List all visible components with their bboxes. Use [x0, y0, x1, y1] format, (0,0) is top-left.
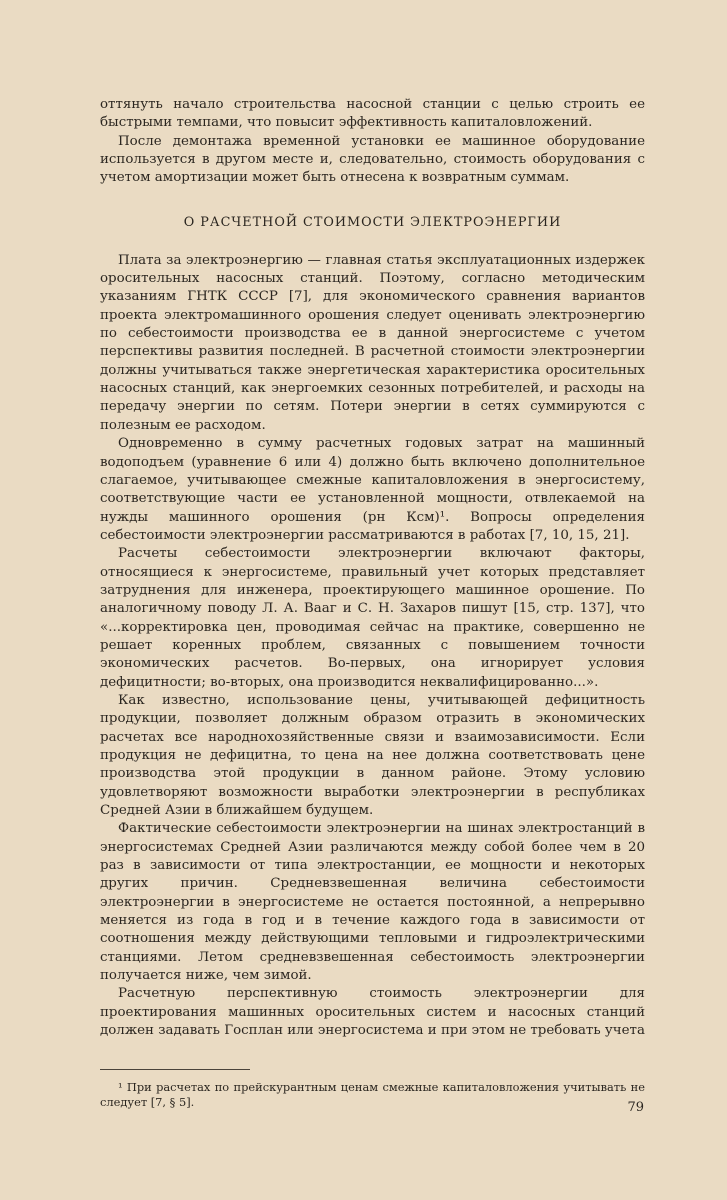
intro-paragraph-2: После демонтажа временной установки ее машинное оборудование используется в другом месте и, следовательно, стоимость оборудования с учетом амортизации может быть отнесена к возвратным суммам. — [100, 133, 645, 186]
section-paragraph-5: Фактические себестоимости электроэнергии на шинах электростанций в энергосистемах Средней Азии различаются между собой более чем в 20 раз в зависимости от типа электростанции, ее мощности и некоторых других причин. Средневзвешенная величина себестоимости электроэнергии в энергосистеме не остается постоянной, а непрерывно меняется из года в год и в течение каждого года в зависимости от соотношения между действующими тепловыми и гидроэлектрическими станциями. Летом средневзвешенная себестоимость электроэнергии получается ниже, чем зимой. — [100, 821, 645, 984]
section-paragraph-6: Расчетную перспективную стоимость электроэнергии для проектирования машинных оросительных систем и насосных станций должен задавать Госплан или энергосистема и при этом не требовать учета — [100, 986, 645, 1039]
section-paragraph-3: Расчеты себестоимости электроэнергии включают факторы, относящиеся к энергосистеме, правильный учет которых представляет затруднения для инженера, проектирующего машинное орошение. По аналогичному поводу Л. А. Вааг и С. Н. Захаров пишут [15, стр. 137], что «...корректировка цен, проводимая сейчас на практике, совершенно не решает коренных проблем, связанных с повышением точности экономических расчетов. Во-первых, она игнорирует условия дефицитности; во-вторых, она производится неквалифицированно...». — [100, 546, 645, 690]
intro-text — [100, 96, 645, 188]
section-body — [100, 252, 645, 1041]
footnote-divider — [100, 1069, 250, 1070]
section-title: О РАСЧЕТНОЙ СТОИМОСТИ ЭЛЕКТРОЭНЕРГИИ — [183, 214, 562, 230]
section-paragraph-1: Плата за электроэнергию — главная статья эксплуатационных издержек оросительных насосных станций. Поэтому, согласно методическим указаниям ГНТК СССР [7], для экономического сравнения вариантов проекта электромашинного орошения следует оценивать электроэнергию по себестоимости производства ее в данной энергосистеме с учетом перспективы развития последней. В расчетной стоимости электроэнергии должны учитываться также энергетическая характеристика оросительных насосных станций, как энергоемких сезонных потребителей, и расходы на передачу энергии по сетям. Потери энергии в сетях суммируются с полезным ее расходом. — [100, 252, 645, 433]
section-paragraph-4: Как известно, использование цены, учитывающей дефицитность продукции, позволяет должным образом отразить в экономических расчетах все народнохозяйственные связи и взаимозависимости. Если продукция не дефицитна, то цена на нее должна соответствовать цене производства этой продукции в данном районе. Этому условию удовлетворяют возможности выработки электроэнергии в республиках Средней Азии в ближайшем будущем. — [100, 692, 645, 819]
page-number: 79 — [627, 1100, 644, 1115]
footnote: ¹ При расчетах по прейскурантным ценам смежные капиталовложения учитывать не следует [7, § 5]. — [100, 1079, 645, 1109]
section-paragraph-2: Одновременно в сумму расчетных годовых затрат на машинный водоподъем (уравнение 6 или 4) должно быть включено дополнительное слагаемое, учитывающее смежные капиталовложения в энергосистему, соответствующие части ее установленной мощности, отвлекаемой на нужды машинного орошения (рн Ксм)¹. Вопросы определения себестоимости электроэнергии рассматриваются в работах [7, 10, 15, 21]. — [100, 436, 645, 543]
intro-paragraph-1: оттянуть начало строительства насосной станции с целью строить ее быстрыми темпами, что повысит эффективность капиталовложений. — [100, 97, 645, 131]
